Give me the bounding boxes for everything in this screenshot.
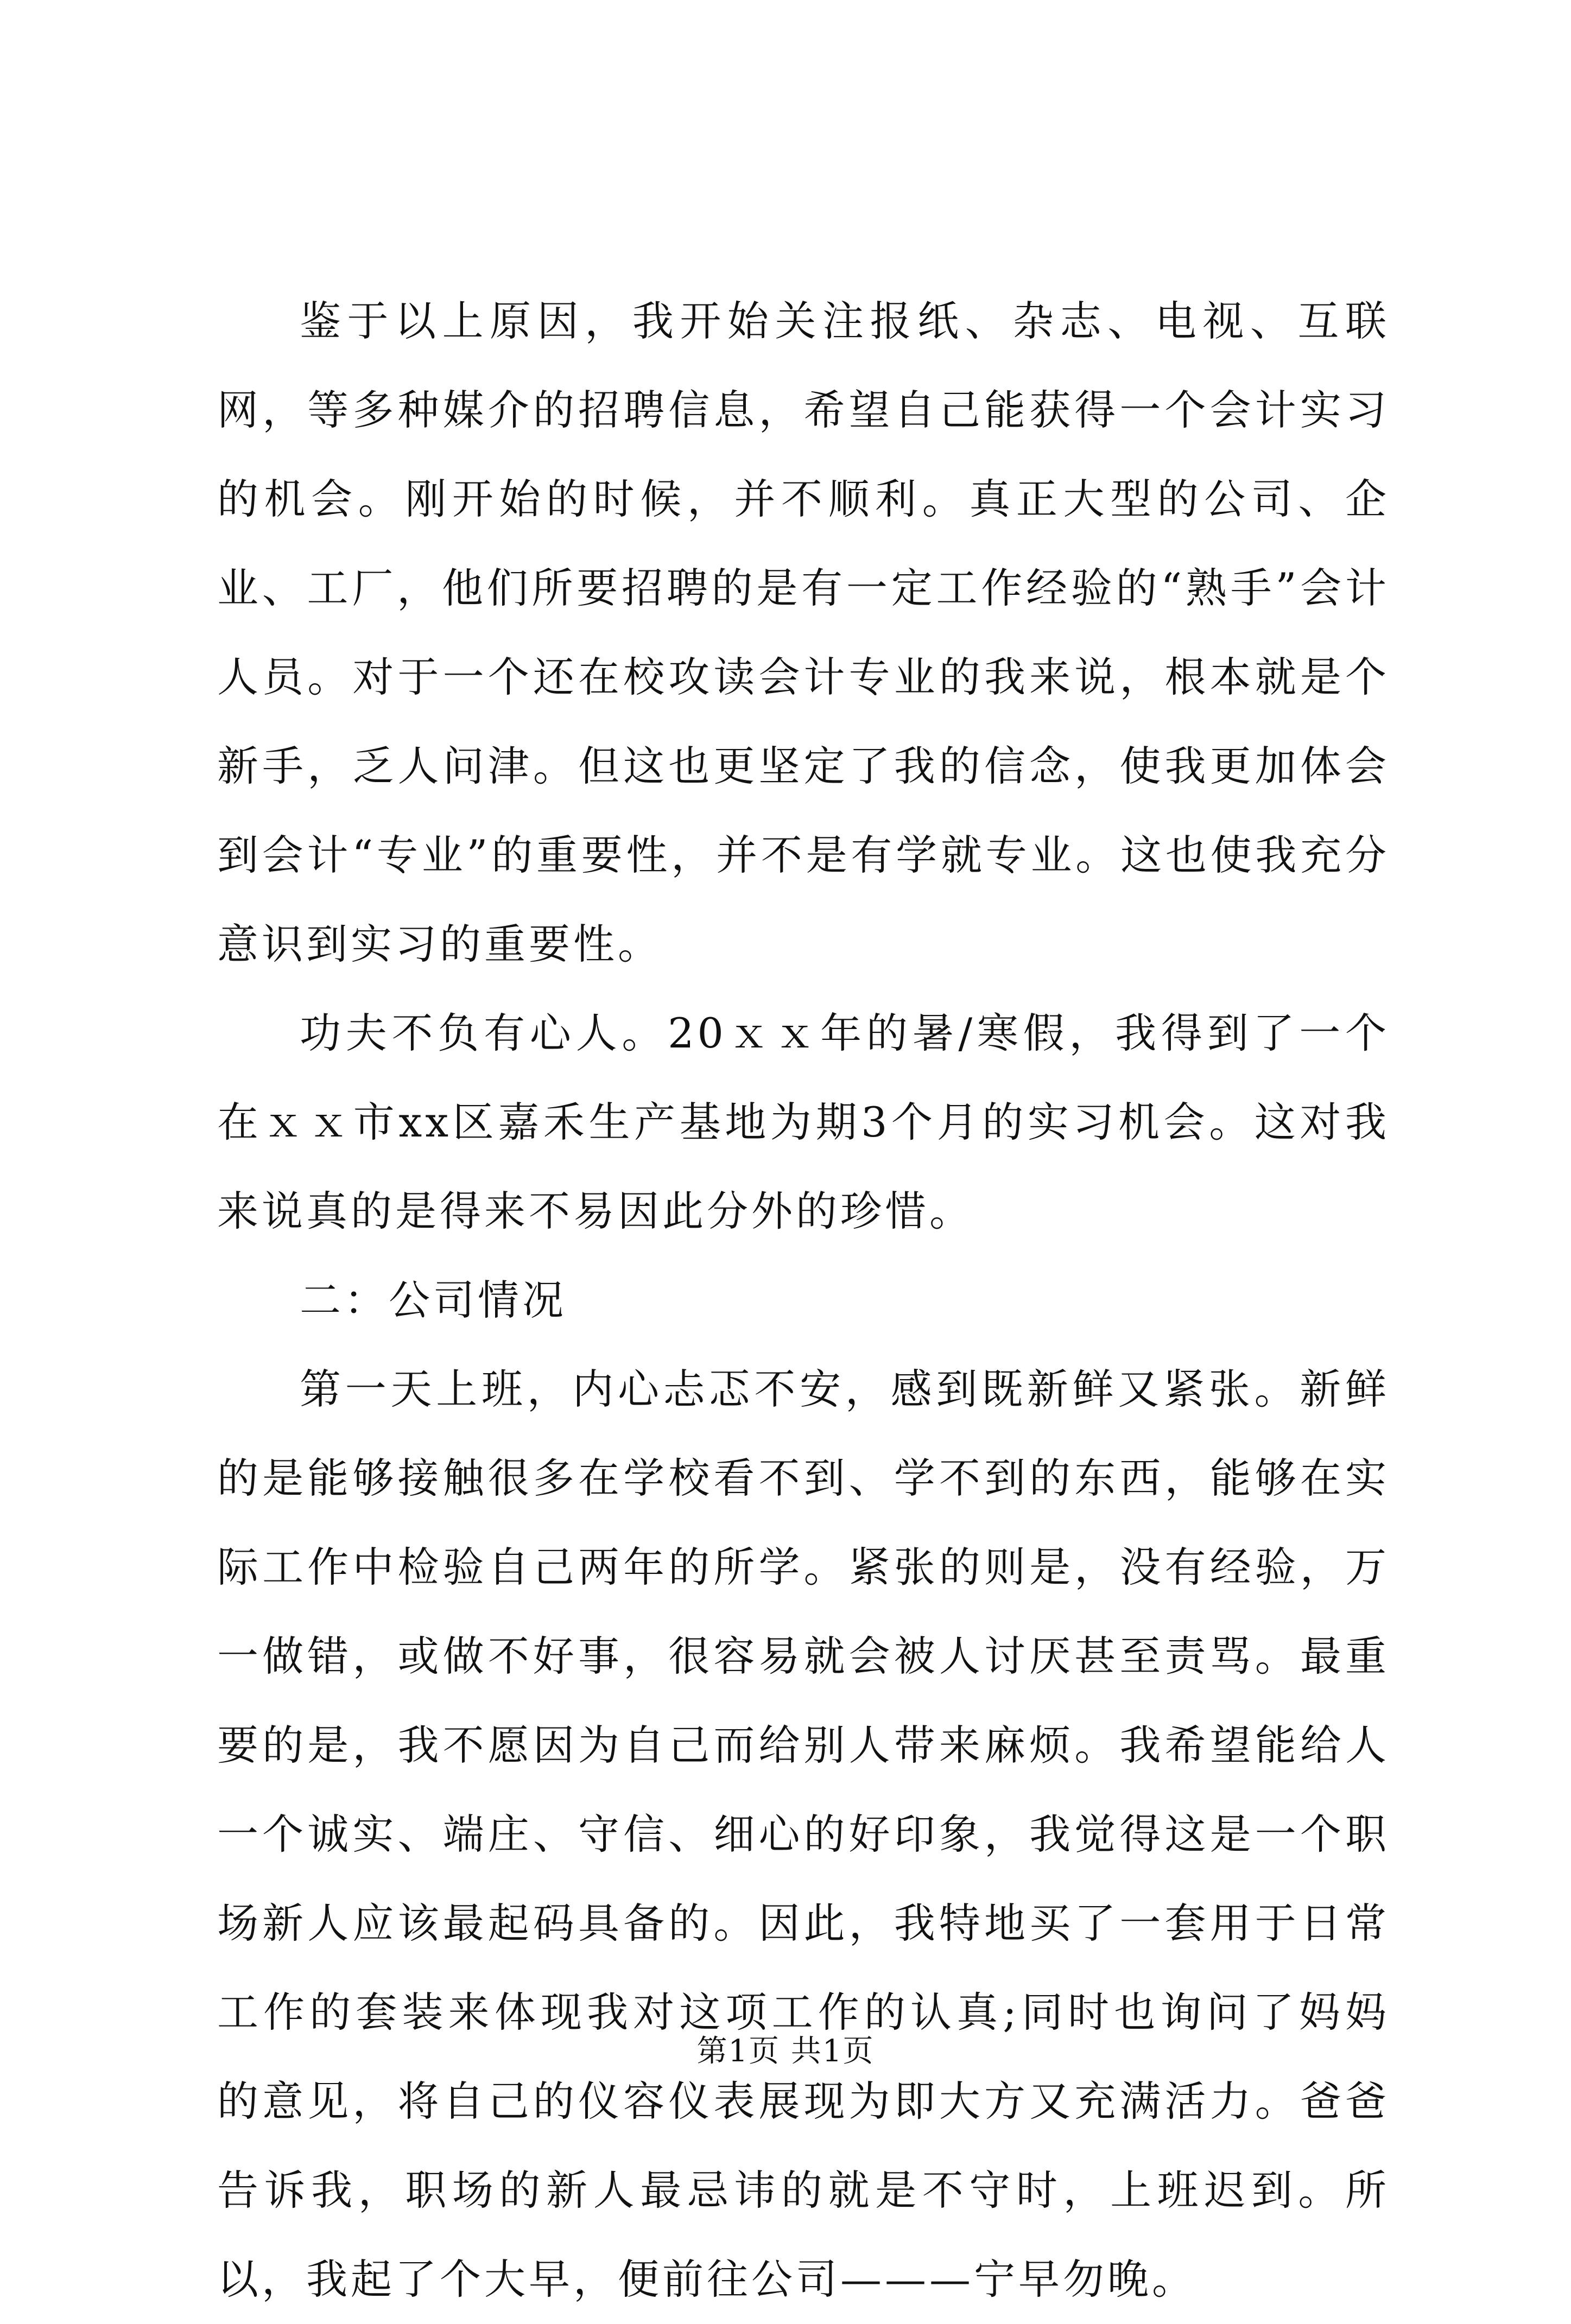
section-heading-company: 二：公司情况 xyxy=(300,1276,567,1324)
paragraph-first-day: 第一天上班，内心忐忑不安，感到既新鲜又紧张。新鲜的是能够接触很多在学校看不到、学不到的东西，能够在实际工作中检验自己两年的所学。紧张的则是，没有经验，万一做错，或做不好事，很容易就会被人讨厌甚至责骂。最重要的是，我不愿因为自己而给别人带来麻烦。我希望能给人一个诚实、端庄、守信、细心的好印象，我觉得这是一个职场新人应该最起码具备的。因此，我特地买了一套用于日常工作的套装来体现我对这项工作的认真;同时也询问了妈妈的意见，将自己的仪容仪表展现为即大方又充满活力。爸爸告诉我，职场的新人最忌讳的就是不守时，上班迟到。所以，我起了个大早，便前往公司———宁早勿晚。 xyxy=(217,1365,1390,2303)
page-footer: 第1页 共1页 xyxy=(696,2034,875,2069)
paragraph-internship-opportunity: 功夫不负有心人。20ｘｘ年的暑/寒假，我得到了一个在ｘｘ市xx区嘉禾生产基地为期3个月的实习机会。这对我来说真的是得来不易因此分外的珍惜。 xyxy=(217,1009,1390,1235)
document-body xyxy=(217,277,1390,2324)
paragraph-reasons: 鉴于以上原因，我开始关注报纸、杂志、电视、互联网，等多种媒介的招聘信息，希望自己能获得一个会计实习的机会。刚开始的时候，并不顺利。真正大型的公司、企业、工厂，他们所要招聘的是有一定工作经验的“熟手”会计人员。对于一个还在校攻读会计专业的我来说，根本就是个新手，乏人问津。但这也更坚定了我的信念，使我更加体会到会计“专业”的重要性，并不是有学就专业。这也使我充分意识到实习的重要性。 xyxy=(217,297,1390,968)
